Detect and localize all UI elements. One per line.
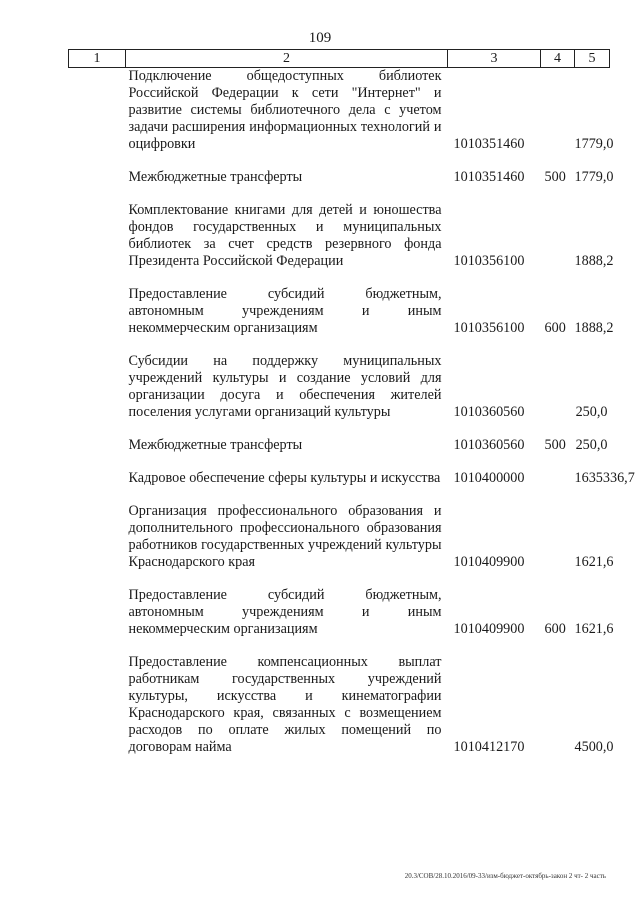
row-code: 1010409900 [453, 554, 525, 570]
row-description: Межбюджетные трансферты [128, 169, 303, 185]
row-number-cell [69, 470, 126, 487]
row-description: Предоставление субсидий бюджетным, автономным учреждениям и иным некоммерческим организациям [128, 587, 442, 637]
row-amount: 1621,6 [574, 621, 614, 637]
table-row [69, 654, 610, 756]
row-description: Предоставление компенсационных выплат работникам государственных учреждений культуры, искусства и кинематографии Краснодарского края, связанных с возмещением расходов по оплате жилых помещений по договорам найма [128, 654, 442, 755]
row-amount: 1779,0 [574, 136, 614, 152]
row-number-cell [69, 169, 126, 186]
table-row [69, 68, 610, 154]
row-code: 1010356100 [453, 320, 525, 336]
row-expense-type: 500 [544, 169, 566, 185]
row-amount: 1635336,7 [574, 470, 635, 486]
row-spacer [69, 153, 610, 169]
row-amount: 250,0 [575, 437, 608, 453]
table-row [69, 470, 610, 487]
row-expense-type: 600 [544, 621, 566, 637]
row-description: Комплектование книгами для детей и юношества фондов государственных и муниципальных библиотек за счет средств резервного фонда Президента Российской Федерации [128, 202, 442, 269]
row-expense-type [541, 470, 575, 487]
row-description: Субсидии на поддержку муниципальных учреждений культуры и создание условий для организации досуга и обеспечения жителей поселения услугами организаций культуры [128, 353, 442, 420]
header-col-4: 4 [541, 50, 575, 68]
row-description: Организация профессионального образования и дополнительного профессионального образования работников государственных учреждений культуры Краснодарского края [128, 503, 442, 570]
row-expense-type [541, 353, 575, 421]
row-spacer [69, 270, 610, 286]
row-expense-type: 500 [544, 437, 566, 453]
row-expense-type: 600 [544, 320, 566, 336]
row-number-cell [69, 503, 126, 571]
row-code: 1010412170 [453, 739, 525, 755]
row-code: 1010360560 [453, 437, 525, 453]
table-row [69, 437, 610, 454]
row-expense-type [541, 503, 575, 571]
header-col-5: 5 [575, 50, 610, 68]
row-code: 1010351460 [453, 169, 525, 185]
row-code: 1010409900 [453, 621, 525, 637]
row-spacer [69, 638, 610, 654]
table-row [69, 503, 610, 571]
row-amount: 250,0 [575, 404, 608, 420]
table-row [69, 169, 610, 186]
row-number-cell [69, 654, 126, 756]
row-amount: 1621,6 [574, 554, 614, 570]
header-col-1: 1 [69, 50, 126, 68]
row-spacer [69, 421, 610, 437]
row-amount: 4500,0 [574, 739, 614, 755]
row-number-cell [69, 587, 126, 638]
table-row [69, 286, 610, 337]
row-spacer [69, 186, 610, 202]
row-number-cell [69, 286, 126, 337]
row-description: Кадровое обеспечение сферы культуры и искусства [128, 470, 441, 486]
row-description: Подключение общедоступных библиотек Российской Федерации к сети "Интернет" и развитие системы библиотечного дела с учетом задачи расширения информационных технологий и оцифровки [128, 68, 442, 152]
budget-table [68, 49, 635, 756]
row-description: Предоставление субсидий бюджетным, автономным учреждениям и иным некоммерческим организациям [128, 286, 442, 336]
row-amount: 1888,2 [574, 253, 614, 269]
document-reference: 20.3/СОВ/28.10.2016/09-33/изм-бюджет-октябрь-закон 2 чт- 2 часть [404, 872, 606, 880]
header-col-2: 2 [126, 50, 448, 68]
header-row [69, 50, 610, 68]
row-number-cell [69, 437, 126, 454]
row-description: Межбюджетные трансферты [128, 437, 303, 453]
table-header [69, 50, 610, 68]
table-row [69, 202, 610, 270]
row-code: 1010360560 [453, 404, 525, 420]
row-amount: 1888,2 [574, 320, 614, 336]
row-spacer [69, 571, 610, 587]
row-code: 1010400000 [453, 470, 525, 486]
row-spacer [69, 487, 610, 503]
table-row [69, 353, 610, 421]
table-body [69, 68, 635, 757]
row-number-cell [69, 353, 126, 421]
header-col-3: 3 [448, 50, 541, 68]
page-number: 109 [308, 30, 332, 46]
row-number-cell [69, 202, 126, 270]
row-amount: 1779,0 [574, 169, 614, 185]
row-expense-type [541, 654, 575, 756]
row-spacer [69, 337, 610, 353]
row-code: 1010351460 [453, 136, 525, 152]
row-code: 1010356100 [453, 253, 525, 269]
row-expense-type [541, 202, 575, 270]
row-number-cell [69, 68, 126, 154]
row-spacer [69, 454, 610, 470]
table-row [69, 587, 610, 638]
row-expense-type [541, 68, 575, 154]
